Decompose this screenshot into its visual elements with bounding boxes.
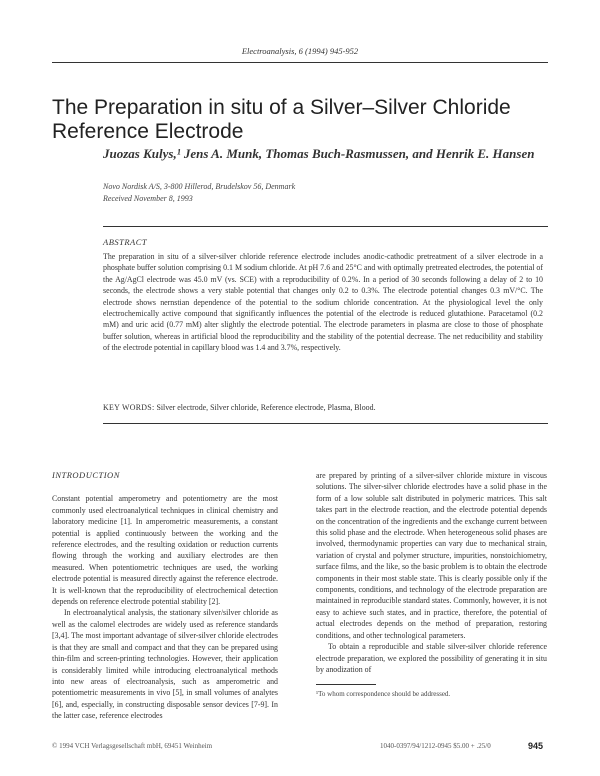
keywords-text: Silver electrode, Silver chloride, Reference electrode, Plasma, Blood. bbox=[156, 403, 376, 412]
article-title: The Preparation in situ of a Silver–Silver Chloride Reference Electrode bbox=[52, 96, 511, 143]
abstract-heading: ABSTRACT bbox=[103, 237, 148, 247]
footnote-rule bbox=[316, 684, 376, 685]
intro-paragraph-4: To obtain a reproducible and stable silver-silver chloride reference electrode preparation, we explored the possibility of generating it in situ by anodization of bbox=[316, 642, 547, 674]
abstract-bottom-rule bbox=[103, 423, 548, 424]
issn-code: 1040-0397/94/1212-0945 $5.00 + .25/0 bbox=[380, 742, 491, 750]
keywords-label: KEY WORDS: bbox=[103, 403, 155, 412]
intro-paragraph-3: are prepared by printing of a silver-silver chloride mixture in viscous solutions. The silver-silver chloride electrodes have a solid phase in the form of a low soluble salt distributed in polymeric matrices. This salt takes part in the electrode reaction, and the electrode potential depends on the concentration of the ingredients and the exchange current between this solid phase and the electrode. When heterogeneous solid phases are involved, thermodynamic properties can vary due to mechanical strain, variation of crystal and polymer structure, impurities, nonstoichiometry, surface films, and the like, so the basic problem is to obtain the electrode components in their most stable state. This is clearly possible only if the components, conditions, and technology of the electrode preparation are maintained in reproducible standard states. Commonly, however, it is not easy to achieve such states, and in practice, therefore, the potential of actual electrodes depends on the method of preparation, restoring conditions, and other technological parameters. bbox=[316, 471, 547, 640]
left-column bbox=[52, 470, 278, 722]
intro-paragraph-2: In electroanalytical analysis, the stationary silver/silver chloride as well as the calomel electrodes are widely used as reference standards [3,4]. The most important advantage of silver-silver chloride electrodes is that they are small and compact and that they can be prepared using thin-film and screen-printing technologies. However, their application is considerably limited while introducing electroanalytical methods into new areas of electroanalysis, such as amperometric and potentiometric measurements in vivo [5], in small volumes of analytes [6], and, especially, in constructing disposable sensor devices [7-9]. In the latter case, reference electrodes bbox=[52, 608, 278, 721]
journal-citation: Electroanalysis, 6 (1994) 945-952 bbox=[241, 46, 359, 56]
copyright-notice: © 1994 VCH Verlagsgesellschaft mbH, 69451 Weinheim bbox=[52, 742, 213, 750]
top-rule bbox=[52, 62, 548, 63]
right-column bbox=[316, 470, 547, 675]
page-number: 945 bbox=[528, 741, 544, 751]
received-date: Received November 8, 1993 bbox=[103, 194, 193, 203]
abstract-top-rule bbox=[103, 226, 548, 227]
abstract-text: The preparation in situ of a silver-silver chloride reference electrode includes anodic-cathodic pretreatment of a silver electrode in a phosphate buffer solution comprising 0.1 M sodium chloride. At pH 7.6 and 25°C and with optimally pretreated electrodes, the potential of the Ag/AgCl electrode was 45.0 mV (vs. SCE) with a reproducibility of 0.2%. In a period of 30 seconds following a delay of 2 to 10 seconds, the electrode shows a very stable potential that changes only 0.2 to 0.3%. The electrode potential changes 0.3 mV/°C. The electrode shows nernstian dependence of the potential to the sodium chloride concentration. At the physiological level the only electrochemically active compound that significantly influences the potential of the electrode is reduced glutathione. Paracetamol (0.2 mM) and uric acid (0.77 mM) alter slightly the electrode potential. The electrode parameters in plasma are close to those of phosphate buffer solution, whereas in artificial blood the reproducibility and the stability of the potential decrease. The net reducibility and stability of the electrode potential in capillary blood was 1.4 and 3.7%, respectively. bbox=[103, 252, 543, 353]
affiliation: Novo Nordisk A/S, 3-800 Hillerod, Brudelskov 56, Denmark bbox=[103, 182, 296, 191]
footnote: ¹To whom correspondence should be addressed. bbox=[316, 690, 451, 698]
author-list: Juozas Kulys,¹ Jens A. Munk, Thomas Buch-Rasmussen, and Henrik E. Hansen bbox=[103, 146, 535, 161]
intro-paragraph-1: Constant potential amperometry and potentiometry are the most commonly used electroanalytical techniques in clinical chemistry and laboratory medicine [1]. In amperometric measurements, a constant potential is applied continuously between the working and the reference electrodes, and the resulting oxidation or reduction currents flowing through the working and auxiliary electrodes are then measured. When potentiometric techniques are used, the working electrode potential is measured directly against the reference electrode. It is well-known that the reproducibility of electrochemical detection depends on reference electrode potential stability [2]. bbox=[52, 494, 278, 607]
section-heading-introduction: INTRODUCTION bbox=[52, 470, 120, 480]
keywords bbox=[103, 403, 543, 412]
